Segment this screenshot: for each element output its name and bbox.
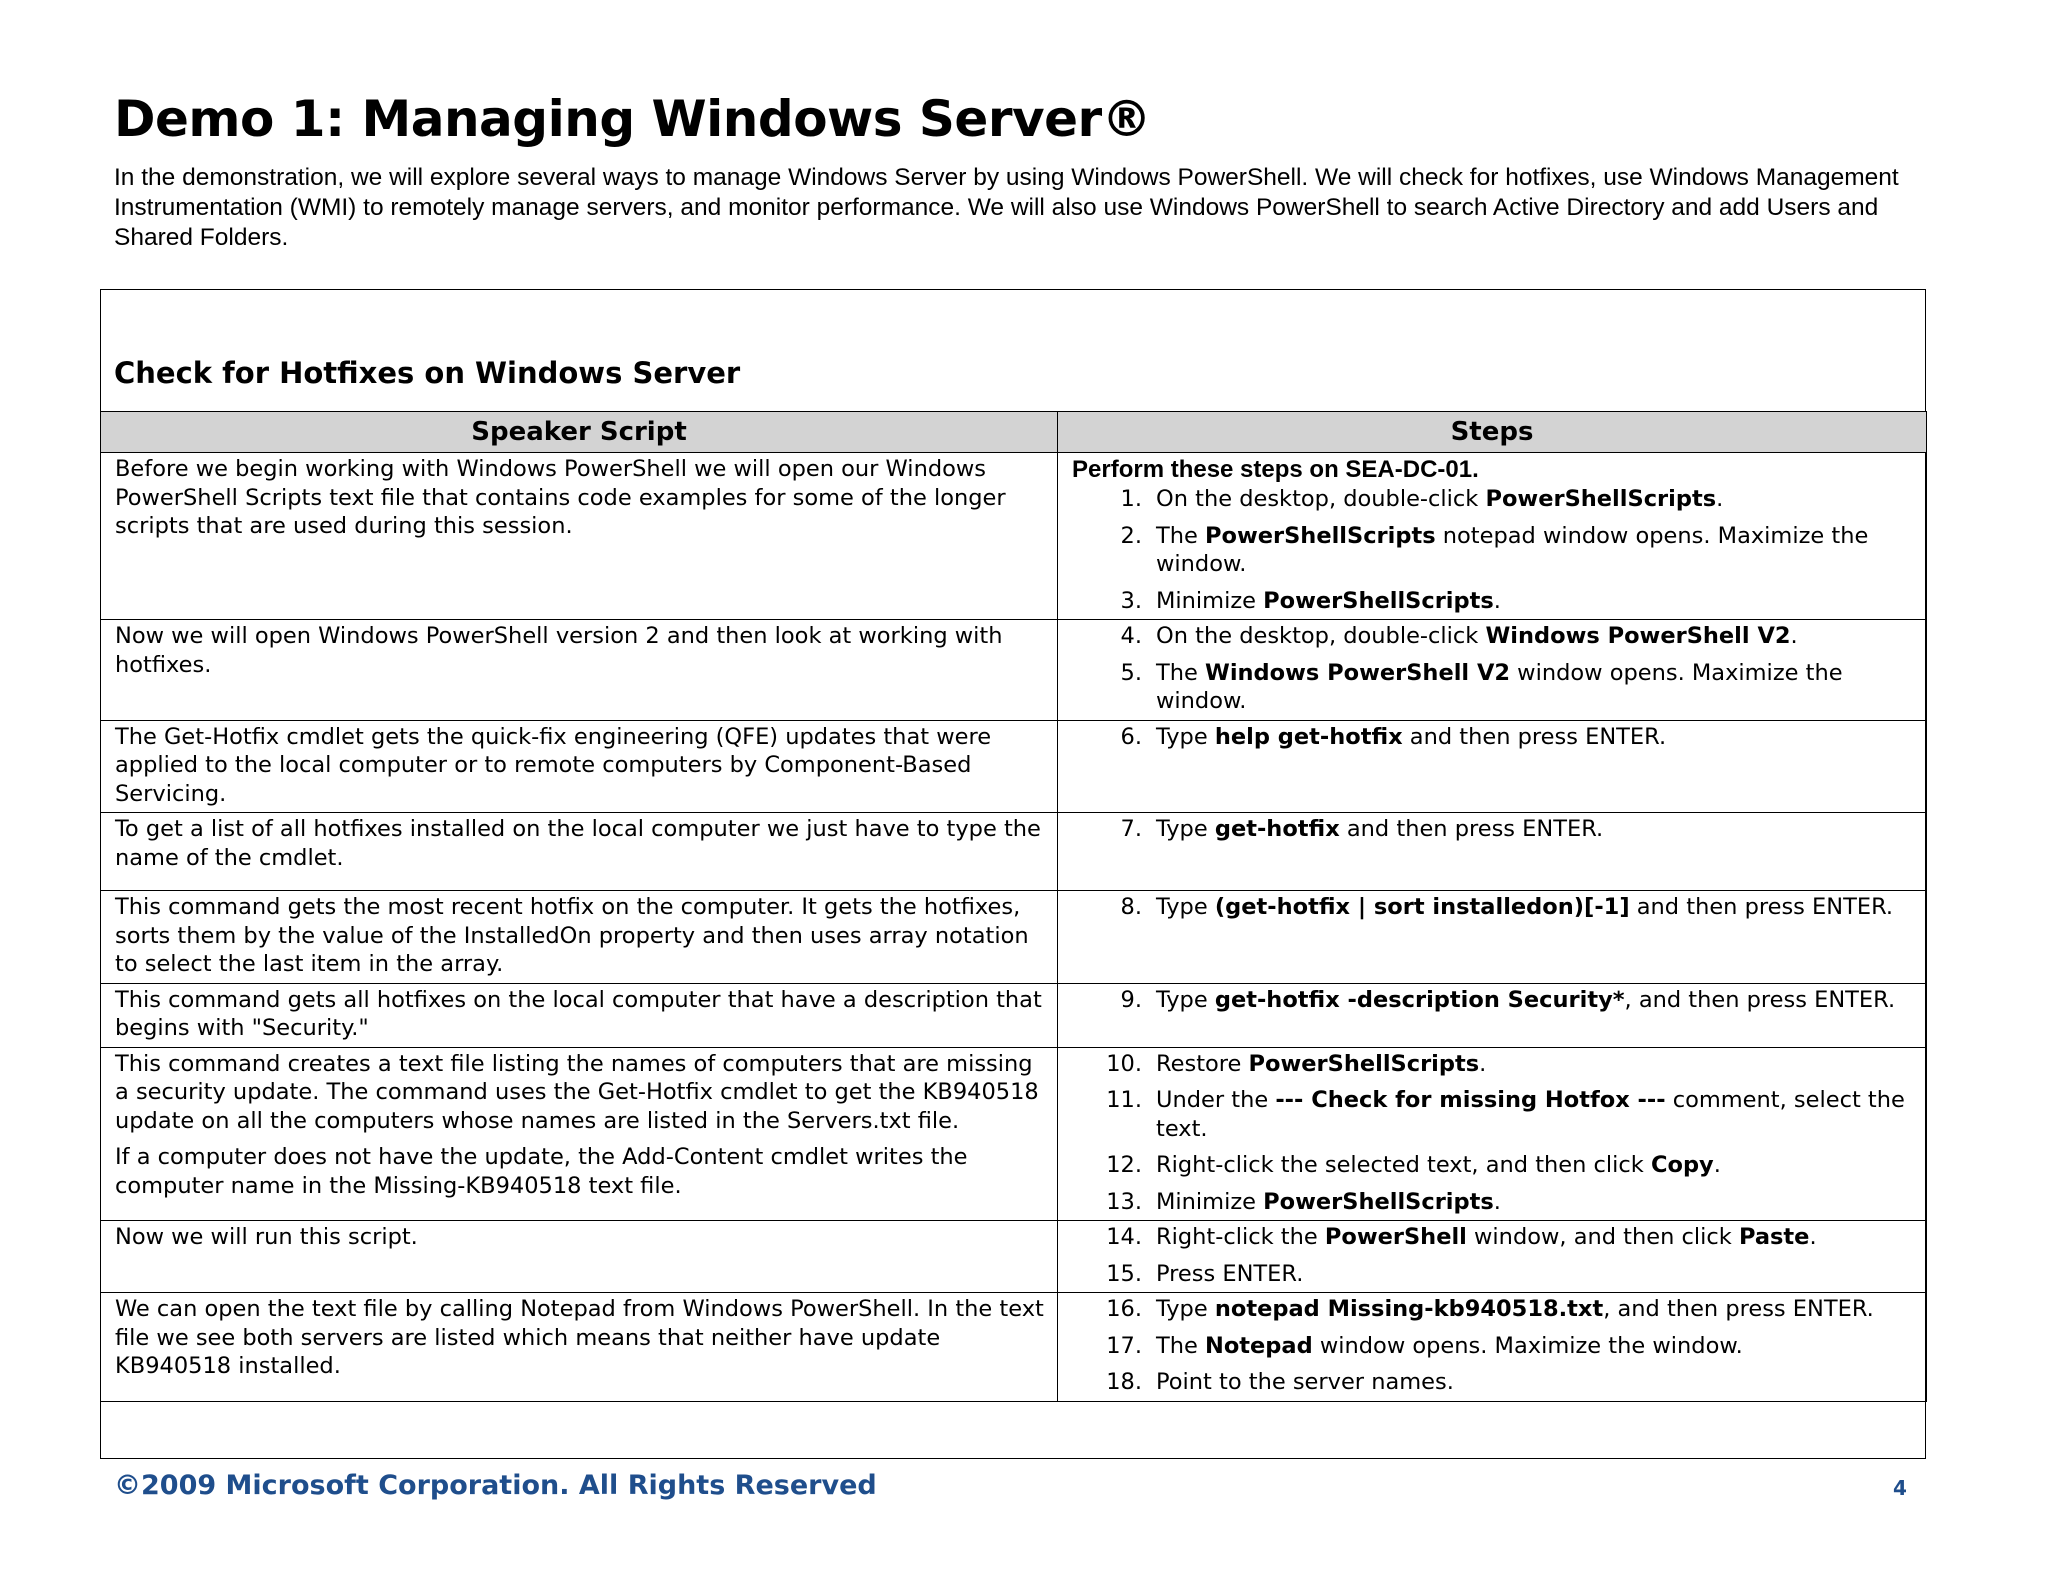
step-text	[1156, 1050, 1914, 1079]
step-text-fragment: Restore	[1156, 1050, 1249, 1077]
step-number: 14.	[1106, 1224, 1142, 1250]
step-text-fragment: window opens. Maximize the window.	[1156, 659, 1843, 714]
speaker-script-cell	[101, 813, 1058, 891]
step-item	[1072, 1050, 1914, 1079]
step-list	[1072, 622, 1914, 716]
step-emphasis: get-hotfix -description Security*	[1214, 986, 1625, 1013]
speaker-script-text: Before we begin working with Windows PowerShell we will open our Windows PowerShell Scripts text file that contains code examples for some of the longer scripts that are used during this session.	[115, 456, 1006, 539]
step-text-fragment: Right-click the	[1156, 1224, 1325, 1250]
step-text-fragment: The	[1156, 522, 1205, 549]
steps-cell	[1058, 813, 1927, 891]
step-number: 1.	[1120, 486, 1142, 512]
step-text	[1156, 1368, 1914, 1397]
table-row	[101, 1221, 1927, 1293]
intro-paragraph: In the demonstration, we will explore several ways to manage Windows Server by using Windows PowerShell. We will check for hotfixes, use Windows Management Instrumentation (WMI) to remotely manage servers, and monitor performance. We will also use Windows PowerShell to search Active Directory and add Users and Shared Folders.	[114, 164, 1899, 251]
step-emphasis: Windows PowerShell V2	[1205, 659, 1511, 686]
step-emphasis: Paste	[1738, 1224, 1810, 1250]
step-number: 2.	[1120, 522, 1142, 549]
step-number: 8.	[1120, 894, 1142, 920]
section-title: Check for Hotfixes on Windows Server	[114, 356, 741, 390]
step-text-fragment: Point to the server names.	[1156, 1369, 1454, 1395]
step-number: 9.	[1120, 986, 1142, 1013]
speaker-script-text: This command creates a text file listing the names of computers that are missing a security update. The command uses the Get-Hotfix cmdlet to get the KB940518 update on all the computers whose names are listed in the Servers.txt file.	[115, 1050, 1039, 1134]
step-number: 13.	[1106, 1188, 1142, 1215]
step-text-fragment: On the desktop, double-click	[1156, 623, 1486, 649]
step-list	[1072, 893, 1914, 922]
step-emphasis: notepad Missing-kb940518.txt	[1214, 1296, 1604, 1322]
step-emphasis: PowerShell	[1324, 1224, 1467, 1250]
step-text	[1156, 622, 1914, 651]
step-text-fragment: , and then press ENTER.	[1624, 986, 1896, 1013]
steps-cell	[1058, 1293, 1927, 1402]
step-text-fragment: Minimize	[1156, 1188, 1264, 1215]
step-text	[1156, 1223, 1914, 1252]
step-item	[1072, 1188, 1914, 1217]
step-emphasis: Notepad	[1205, 1332, 1313, 1359]
step-item	[1072, 723, 1914, 752]
table-row	[101, 620, 1927, 721]
speaker-script-cell	[101, 620, 1058, 721]
step-text-fragment: .	[1790, 623, 1798, 649]
step-text-fragment: Under the	[1156, 1087, 1276, 1113]
step-number: 17.	[1106, 1332, 1142, 1359]
step-number: 7.	[1120, 816, 1142, 842]
step-text	[1156, 1086, 1914, 1143]
step-emphasis: PowerShellScripts	[1263, 1188, 1494, 1215]
step-item	[1072, 1332, 1914, 1361]
step-text-fragment: .	[1716, 486, 1724, 512]
step-text-fragment: , and then press ENTER.	[1603, 1296, 1874, 1322]
step-item	[1072, 622, 1914, 651]
step-item	[1072, 893, 1914, 922]
speaker-script-text: Now we will run this script.	[115, 1224, 418, 1250]
step-number: 6.	[1120, 723, 1142, 750]
step-text	[1156, 1332, 1914, 1361]
step-item	[1072, 815, 1914, 844]
steps-cell	[1058, 891, 1927, 984]
step-text-fragment: .	[1479, 1050, 1487, 1077]
step-text-fragment: The	[1156, 1332, 1205, 1359]
step-number: 12.	[1106, 1152, 1142, 1178]
step-number: 15.	[1106, 1260, 1142, 1287]
step-text-fragment: Type	[1156, 1296, 1215, 1322]
table-row	[101, 1293, 1927, 1402]
table-row	[101, 983, 1927, 1047]
speaker-script-text: This command gets all hotfixes on the local computer that have a description that begins with "Security."	[115, 986, 1042, 1041]
step-emphasis: (get-hotfix | sort installedon)[-1]	[1214, 894, 1630, 920]
step-emphasis: Windows PowerShell V2	[1485, 623, 1791, 649]
step-text-fragment: Right-click the selected text, and then click	[1156, 1152, 1651, 1178]
step-text-fragment: .	[1713, 1152, 1721, 1178]
step-item	[1072, 587, 1914, 616]
speaker-script-text: To get a list of all hotfixes installed on the local computer we just have to type the name of the cmdlet.	[115, 816, 1041, 871]
header-steps: Steps	[1058, 412, 1927, 453]
speaker-script-cell	[101, 1293, 1058, 1402]
speaker-script-cell	[101, 453, 1058, 620]
step-text-fragment: comment, select the text.	[1156, 1087, 1905, 1142]
step-number: 11.	[1106, 1087, 1142, 1113]
step-text	[1156, 1260, 1914, 1289]
steps-cell	[1058, 1047, 1927, 1221]
step-text-fragment: Minimize	[1156, 587, 1264, 614]
step-text-fragment: window opens. Maximize the window.	[1312, 1332, 1743, 1359]
speaker-script-text: If a computer does not have the update, the Add-Content cmdlet writes the computer name in the Missing-KB940518 text file.	[115, 1144, 968, 1199]
page-title: Demo 1: Managing Windows Server®	[114, 90, 1152, 148]
speaker-script-cell	[101, 891, 1058, 984]
step-text	[1156, 659, 1914, 716]
demo-steps-table	[100, 411, 1927, 1402]
step-list	[1072, 815, 1914, 844]
speaker-script-text: The Get-Hotfix cmdlet gets the quick-fix engineering (QFE) updates that were applied to the local computer or to remote computers by Component-Based Servicing.	[115, 723, 992, 807]
step-list	[1072, 723, 1914, 752]
step-text	[1156, 723, 1914, 752]
speaker-script-cell	[101, 1221, 1058, 1293]
speaker-script-text: We can open the text file by calling Notepad from Windows PowerShell. In the text file we see both servers are listed which means that neither have update KB940518 installed.	[115, 1296, 1044, 1379]
step-list	[1072, 1223, 1914, 1288]
step-text	[1156, 1151, 1914, 1180]
step-text-fragment: Type	[1156, 723, 1215, 750]
step-text	[1156, 485, 1914, 514]
speaker-script-cell	[101, 983, 1058, 1047]
step-item	[1072, 485, 1914, 514]
step-number: 5.	[1120, 659, 1142, 686]
step-number: 3.	[1120, 587, 1142, 614]
footer-copyright: ©2009 Microsoft Corporation. All Rights Reserved	[114, 1470, 877, 1501]
steps-cell	[1058, 620, 1927, 721]
step-text-fragment: The	[1156, 659, 1205, 686]
step-text	[1156, 893, 1914, 922]
step-text	[1156, 587, 1914, 616]
step-text-fragment: window, and then click	[1466, 1224, 1739, 1250]
step-emphasis: --- Check for missing Hotfox ---	[1275, 1087, 1666, 1113]
steps-cell	[1058, 720, 1927, 813]
step-list	[1072, 1295, 1914, 1397]
step-text-fragment: notepad window opens. Maximize the window.	[1156, 522, 1869, 577]
step-item	[1072, 1151, 1914, 1180]
step-list	[1072, 1050, 1914, 1217]
step-emphasis: get-hotfix	[1214, 816, 1340, 842]
step-text	[1156, 1295, 1914, 1324]
step-number: 18.	[1106, 1369, 1142, 1395]
step-text-fragment: and then press ENTER.	[1402, 723, 1667, 750]
step-emphasis: PowerShellScripts	[1485, 486, 1717, 512]
step-text	[1156, 986, 1914, 1015]
step-emphasis: PowerShellScripts	[1205, 522, 1436, 549]
steps-cell	[1058, 453, 1927, 620]
step-text	[1156, 815, 1914, 844]
table-row	[101, 891, 1927, 984]
step-text-fragment: .	[1493, 587, 1501, 614]
step-item	[1072, 1368, 1914, 1397]
step-item	[1072, 522, 1914, 579]
step-text-fragment: Press ENTER.	[1156, 1260, 1304, 1287]
step-emphasis: PowerShellScripts	[1263, 587, 1494, 614]
step-number: 4.	[1120, 623, 1142, 649]
step-item	[1072, 1295, 1914, 1324]
step-text	[1156, 1188, 1914, 1217]
step-item	[1072, 1086, 1914, 1143]
steps-cell	[1058, 983, 1927, 1047]
step-number: 16.	[1106, 1296, 1142, 1322]
step-list	[1072, 485, 1914, 615]
speaker-script-cell	[101, 720, 1058, 813]
step-list	[1072, 986, 1914, 1015]
step-text-fragment: and then press ENTER.	[1339, 816, 1604, 842]
step-item	[1072, 986, 1914, 1015]
step-text-fragment: Type	[1156, 816, 1215, 842]
steps-cell	[1058, 1221, 1927, 1293]
step-text-fragment: On the desktop, double-click	[1156, 486, 1486, 512]
step-number: 10.	[1106, 1050, 1142, 1077]
table-header-row	[101, 412, 1927, 453]
speaker-script-text: This command gets the most recent hotfix on the computer. It gets the hotfixes, sorts them by the value of the InstalledOn property and then uses array notation to select the last item in the array.	[115, 894, 1029, 977]
table-row	[101, 813, 1927, 891]
footer-page-number: 4	[1893, 1476, 1907, 1500]
step-text	[1156, 522, 1914, 579]
speaker-script-text: Now we will open Windows PowerShell version 2 and then look at working with hotfixes.	[115, 623, 1003, 678]
step-text-fragment: .	[1493, 1188, 1501, 1215]
step-text-fragment: Type	[1156, 986, 1215, 1013]
step-text-fragment: and then press ENTER.	[1629, 894, 1894, 920]
table-row	[101, 1047, 1927, 1221]
step-item	[1072, 1223, 1914, 1252]
table-row	[101, 720, 1927, 813]
step-emphasis: PowerShellScripts	[1248, 1050, 1480, 1077]
steps-lead: Perform these steps on SEA-DC-01.	[1072, 456, 1479, 483]
step-emphasis: help get-hotfix	[1214, 723, 1403, 750]
step-item	[1072, 1260, 1914, 1289]
table-body	[101, 453, 1927, 1402]
step-emphasis: Copy	[1650, 1152, 1714, 1178]
speaker-script-cell	[101, 1047, 1058, 1221]
step-text-fragment: Type	[1156, 894, 1215, 920]
header-speaker-script: Speaker Script	[101, 412, 1058, 453]
table-row	[101, 453, 1927, 620]
step-text-fragment: .	[1809, 1224, 1817, 1250]
step-item	[1072, 659, 1914, 716]
